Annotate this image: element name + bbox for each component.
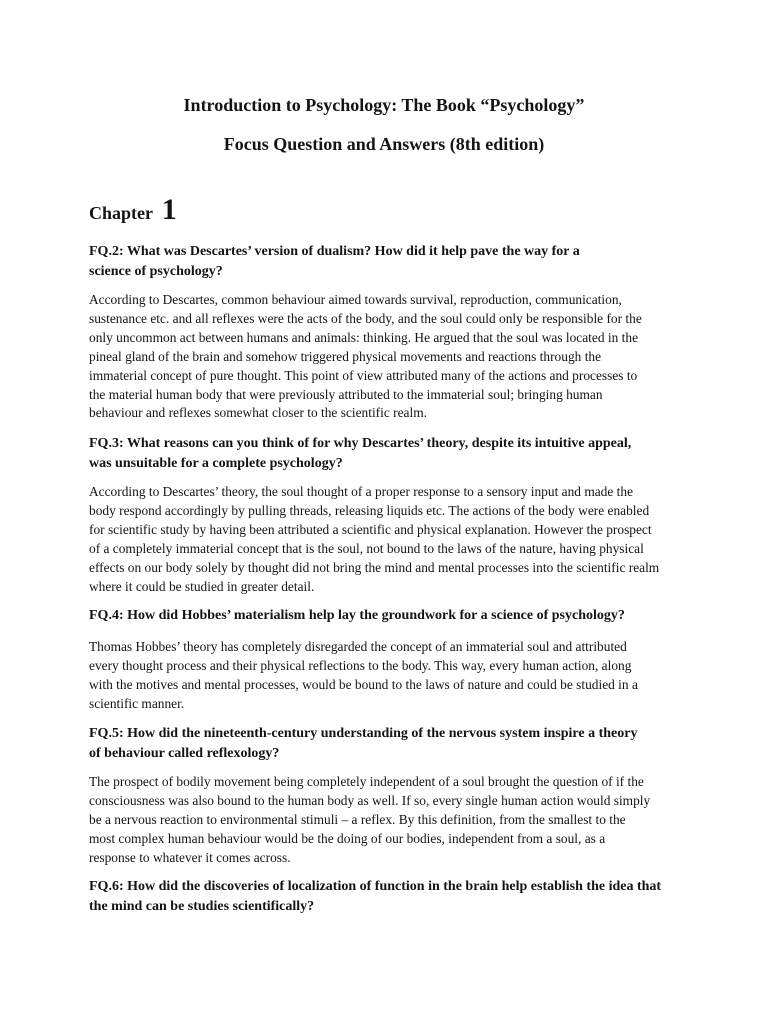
- answer-line: scientific manner.: [89, 695, 185, 711]
- question-line: FQ.2: What was Descartes’ version of dualism? How did it help pave the way for a: [89, 244, 580, 259]
- answer-line: The prospect of bodily movement being completely independent of a soul brought the question of if the: [89, 774, 644, 789]
- chapter-heading: [89, 193, 177, 227]
- answer-line: body respond accordingly by pulling threads, releasing liquids etc. The actions of the body were enabled: [89, 502, 650, 518]
- question-line: the mind can be studies scientifically?: [89, 898, 315, 914]
- answer-line: effects on our body solely by thought did not bring the mind and mental processes into the scientific realm: [89, 559, 660, 575]
- focus-question: [89, 606, 649, 626]
- question-line: of behaviour called reflexology?: [89, 745, 280, 761]
- answer-paragraph: [89, 773, 681, 868]
- answer-line: immaterial concept of pure thought. This point of view attributed many of the actions and processes to: [89, 367, 638, 383]
- answer-line: most complex human behaviour would be the doing of our bodies, independent from a soul, as a: [89, 830, 606, 846]
- question-line: FQ.5: How did the nineteenth-century understanding of the nervous system inspire a theory: [89, 726, 638, 741]
- chapter-number: 1: [161, 193, 177, 226]
- answer-line: every thought process and their physical reflections to the body. This way, every human action, along: [89, 657, 632, 673]
- answer-line: consciousness was also bound to the human body as well. If so, every single human action would simply: [89, 792, 651, 808]
- answer-line: for scientific study by having been attributed a scientific and physical explanation. However the prospect: [89, 521, 652, 537]
- answer-line: of a completely immaterial concept that is the soul, not bound to the laws of the nature, having physical: [89, 540, 644, 556]
- answer-paragraph: [89, 638, 681, 714]
- answer-line: response to whatever it comes across.: [89, 849, 291, 865]
- question-line: FQ.3: What reasons can you think of for why Descartes’ theory, despite its intuitive appeal,: [89, 436, 632, 451]
- answer-line: Thomas Hobbes’ theory has completely disregarded the concept of an immaterial soul and attributed: [89, 639, 627, 654]
- answer-paragraph: [89, 291, 681, 423]
- question-line: FQ.6: How did the discoveries of localization of function in the brain help establish the idea that: [89, 879, 662, 894]
- question-line: was unsuitable for a complete psychology?: [89, 455, 343, 471]
- answer-line: where it could be studied in greater detail.: [89, 578, 315, 594]
- answer-line: pineal gland of the brain and somehow triggered physical movements and reactions through the: [89, 348, 602, 364]
- focus-question: [89, 877, 662, 916]
- question-line: FQ.4: How did Hobbes’ materialism help lay the groundwork for a science of psychology?: [89, 608, 625, 623]
- answer-line: be a nervous reaction to environmental stimuli – a reflex. By this definition, from the smallest to the: [89, 811, 626, 827]
- focus-question: [89, 724, 649, 763]
- focus-question: [89, 242, 649, 281]
- document-subtitle: Focus Question and Answers (8th edition): [223, 134, 545, 154]
- answer-line: only uncommon act between humans and animals: thinking. He argued that the soul was located in the: [89, 329, 639, 345]
- answer-line: with the motives and mental processes, would be bound to the laws of nature and could be studied in a: [89, 676, 638, 692]
- answer-line: sustenance etc. and all reflexes were the acts of the body, and the soul could only be responsible for the: [89, 310, 642, 326]
- answer-line: According to Descartes’ theory, the soul thought of a proper response to a sensory input and made the: [89, 484, 634, 499]
- question-line: science of psychology?: [89, 263, 223, 279]
- answer-paragraph: [89, 483, 681, 596]
- document-title: Introduction to Psychology: The Book “Psychology”: [183, 95, 585, 115]
- focus-question: [89, 434, 649, 473]
- answer-line: behaviour and reflexes somewhat closer to the scientific realm.: [89, 405, 427, 421]
- chapter-label: Chapter: [89, 203, 153, 223]
- answer-line: According to Descartes, common behaviour aimed towards survival, reproduction, communication,: [89, 292, 622, 307]
- answer-line: the material human body that were previously attributed to the immaterial soul; bringing human: [89, 386, 603, 402]
